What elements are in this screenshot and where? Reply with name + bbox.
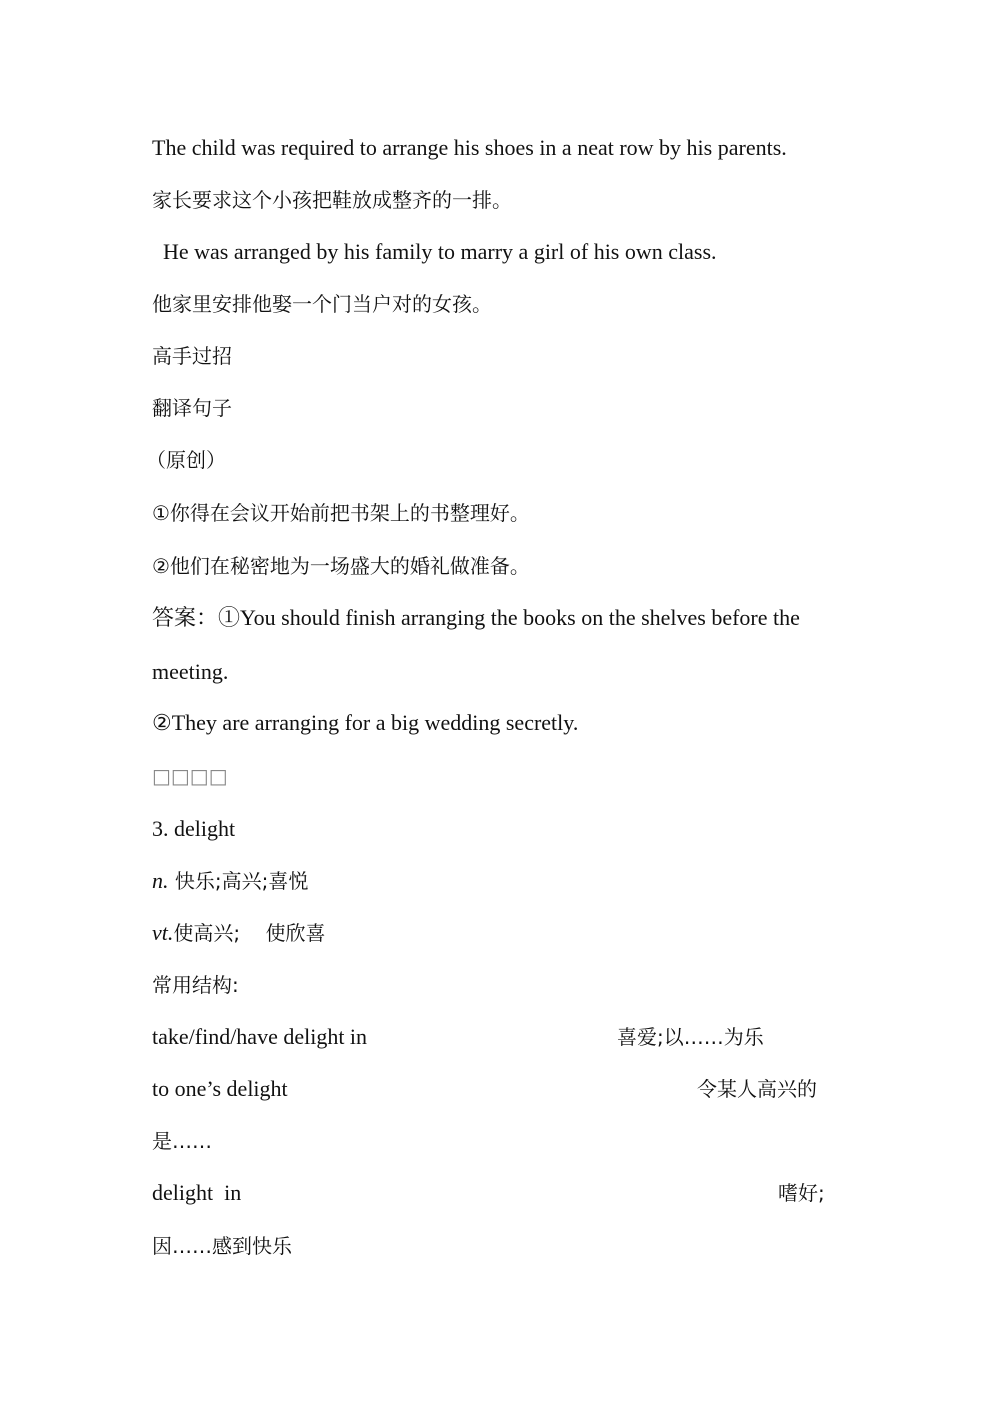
example-sentence-cn: 家长要求这个小孩把鞋放成整齐的一排。 <box>152 188 512 212</box>
definition-noun <box>152 867 308 895</box>
definition-text: 使高兴; 使欣喜 <box>173 921 326 945</box>
answer-line: meeting. <box>152 659 229 684</box>
example-sentence-en: The child was required to arrange his shoes in a neat row by his parents. <box>152 135 787 160</box>
section-heading: 高手过招 <box>152 344 232 368</box>
pos-label: vt. <box>152 920 174 945</box>
phrase-en: take/find/have delight in <box>152 1024 368 1049</box>
example-sentence-en: He was arranged by his family to marry a girl of his own class. <box>152 239 717 264</box>
phrase-cn: 嗜好; <box>778 1181 825 1205</box>
exercise-heading: 翻译句子 <box>152 396 232 420</box>
exercise-item: ①你得在会议开始前把书架上的书整理好。 <box>152 501 530 525</box>
phrase-cn-cont: 是…… <box>152 1129 212 1153</box>
phrase-cn-cont: 因……感到快乐 <box>152 1234 292 1258</box>
phrase-cn: 令某人高兴的 <box>697 1077 817 1101</box>
phrase-cn: 喜爱;以……为乐 <box>617 1025 764 1049</box>
answer-line: ②They are arranging for a big wedding secretly. <box>152 710 579 735</box>
phrase-en: to one’s delight <box>152 1076 288 1101</box>
source-note: （原创） <box>146 448 226 472</box>
phrase-en: delight in <box>152 1180 242 1205</box>
pos-label: n. <box>152 868 169 893</box>
definition-text: 快乐;高兴;喜悦 <box>168 869 309 893</box>
example-sentence-cn: 他家里安排他娶一个门当户对的女孩。 <box>152 292 492 316</box>
structures-heading: 常用结构: <box>152 973 239 997</box>
definition-verb <box>152 919 326 947</box>
exercise-item: ②他们在秘密地为一场盛大的婚礼做准备。 <box>152 554 530 578</box>
missing-glyphs: □□□□ <box>152 764 228 788</box>
vocab-heading: 3. delight <box>152 816 236 841</box>
answer-line: 答案：①You should finish arranging the books on the shelves before the <box>152 605 800 630</box>
